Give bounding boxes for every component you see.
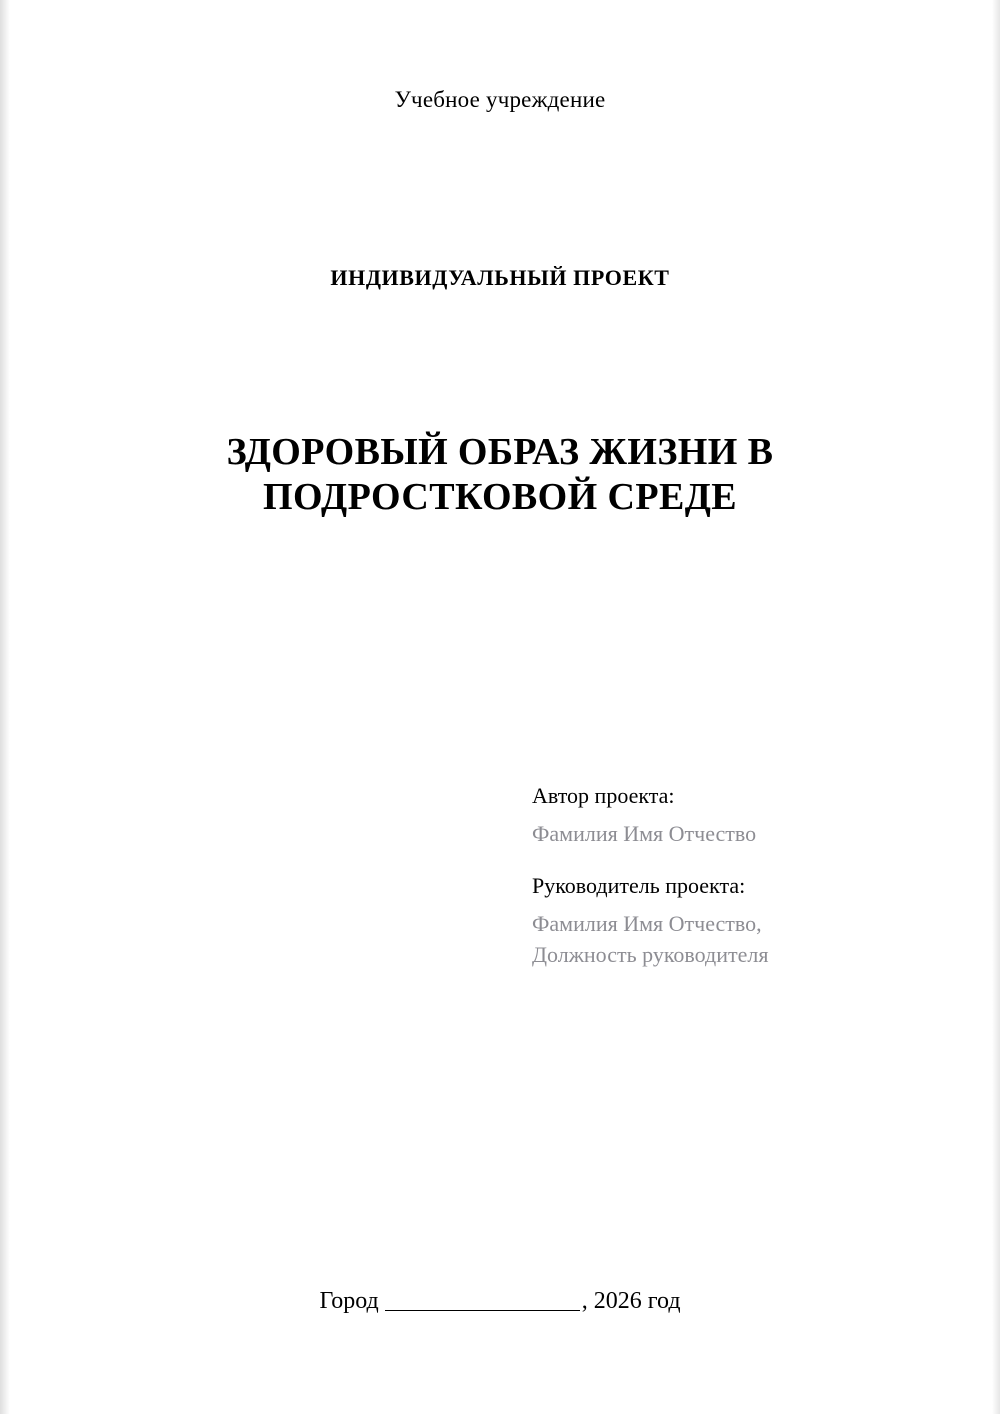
page-title: ЗДОРОВЫЙ ОБРАЗ ЖИЗНИ В ПОДРОСТКОВОЙ СРЕДЕ [226,431,774,518]
author-name-placeholder[interactable]: Фамилия Имя Отчество [532,821,757,846]
footer-city-year [0,1288,1000,1315]
year-text: , 2026 год [581,1288,681,1314]
supervisor-block [532,875,932,966]
credits-block [532,785,932,966]
supervisor-position-placeholder[interactable]: Должность руководителя [532,942,769,967]
institution-name: Учебное учреждение [394,87,606,112]
city-blank-line[interactable] [385,1310,580,1311]
supervisor-name-placeholder[interactable]: Фамилия Имя Отчество, [532,911,762,936]
author-label: Автор проекта: [532,783,675,808]
supervisor-label: Руководитель проекта: [532,873,746,898]
city-label: Город [319,1288,379,1314]
document-type: ИНДИВИДУАЛЬНЫЙ ПРОЕКТ [330,265,670,290]
author-block [532,785,932,845]
